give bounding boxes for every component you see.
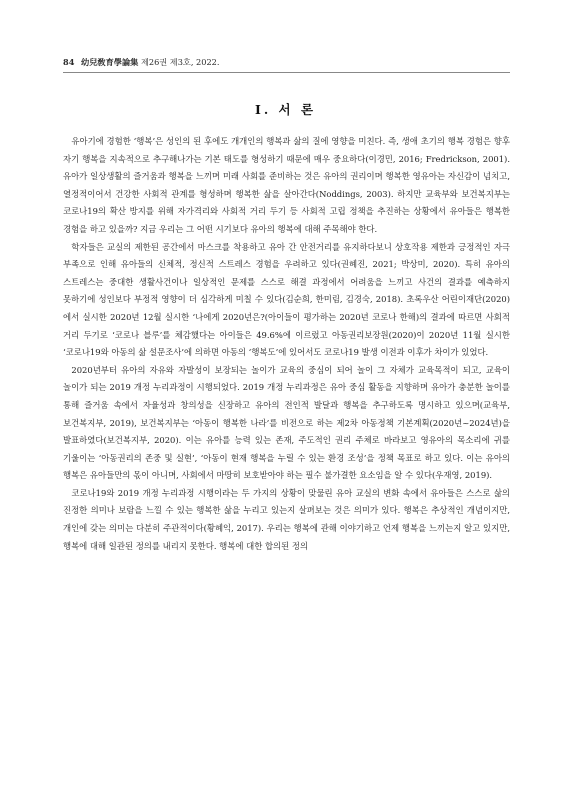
journal-issue: 제26권 제3호, 2022. (140, 57, 220, 67)
section-title: Ⅰ. 서 론 (254, 102, 317, 117)
paragraph: 유아기에 경험한 ‘행복’은 성인의 된 후에도 개개인의 행복과 삶의 질에 영향을 미친다. 즉, 생애 초기의 행복 경험은 향후 자기 행복을 지속적으로 추구해나가는 기본 태도를 형성하기 때문에 매우 중요하다(이경민, 2016; Fredrickson, 2001). 유아가 일상생활의 즐거움과 행복을 느끼며 미래 사회를 준비하는 것은 유아의 권리이며 행복한 영유아는 자신감이 넘치고, 열정적이어서 건강한 사회적 관계를 형성하며 행복한 삶을 살아간다(Noddings, 2003). 하지만 교육부와 보건복지부는 코로나19의 확산 방지를 위해 자가격리와 사회적 거리 두기 등 사회적 고립 정책을 추진하는 상황에서 유아들은 행복한 경험을 하고 있을까? 지금 우리는 그 어떤 시기보다 유아의 행복에 대해 주목해야 한다. (63, 136, 510, 234)
paragraph: 2020년부터 유아의 자유와 자발성이 보장되는 놀이가 교육의 중심이 되어 놀이 그 자체가 교육목적이 되고, 교육이 놀이가 되는 2019 개정 누리과정이 시행되었다. 2019 개정 누리과정은 유아 중심 활동을 지향하며 유아가 충분한 놀이를 통해 즐거움 속에서 자율성과 창의성을 신장하고 유아의 전인적 발달과 행복을 추구하도록 명시하고 있으며(교육부, 보건복지부, 2019), 보건복지부는 ‘아동이 행복한 나라’를 비전으로 하는 제2차 아동정책 기본계획(2020년~2024년)을 발표하였다(보건복지부, 2020). 이는 유아를 능력 있는 존재, 주도적인 권리 주체로 바라보고 영유아의 목소리에 귀를 기울이는 ‘아동권리의 존중 및 실현’, ‘아동이 현재 행복을 누릴 수 있는 환경 조성’을 정책 목표로 하고 있다. 이는 유아의 행복은 유아들만의 몫이 아니며, 사회에서 마땅히 보호받아야 하는 필수 불가결한 요소임을 알 수 있다(우재영, 2019). (63, 364, 510, 481)
body-text (63, 133, 510, 555)
running-header (63, 57, 510, 68)
header-divider (63, 72, 510, 73)
page-number: 84 (63, 57, 75, 67)
journal-title: 幼兒敎育學論集 (81, 57, 139, 67)
paragraph: 코로나19와 2019 개정 누리과정 시행이라는 두 가지의 상황이 맞물린 유아 교실의 변화 속에서 유아들은 스스로 삶의 진정한 의미나 보람을 느낄 수 있는 행복한 삶을 누리고 있는지 살펴보는 것은 의미가 있다. 행복은 추상적인 개념이지만, 개인에 갖는 의미는 다분히 주관적이다(황혜익, 2017). 우리는 행복에 관해 이야기하고 언제 행복을 느끼는지 알고 있지만, 행복에 대해 일관된 정의를 내리지 못한다. 행복에 대한 합의된 정의 (63, 487, 510, 551)
paragraph: 학자들은 교실의 제한된 공간에서 마스크를 착용하고 유아 간 안전거리를 유지하다보니 상호작용 제한과 긍정적인 자극 부족으로 인해 유아들의 신체적, 정신적 스트레스 경험을 우려하고 있다(권혜진, 2021; 박상미, 2020). 특히 유아의 스트레스는 중대한 생활사건이나 일상적인 문제를 스스로 해결 과정에서 어려움을 느끼고 사건의 결과를 예측하지 못하기에 성인보다 부정적 영향이 더 심각하게 미칠 수 있다(김순희, 한미림, 김경숙, 2018). 초록우산 어린이재단(2020)에서 실시한 2020년 12월 실시한 ‘나에게 2020년은?(아이들이 평가하는 2020년 코로나 한해)의 결과에 따르면 사회적 거리 두기로 ‘코로나 블루’를 체감했다는 아이들은 49.6%에 이르렀고 아동권리보장원(2020)이 2020년 11월 실시한 ‘코로나19와 아동의 삶 설문조사’에 의하면 아동의 ‘행복도’에 있어서도 코로나19 발생 이전과 이후가 차이가 있었다. (63, 241, 510, 358)
